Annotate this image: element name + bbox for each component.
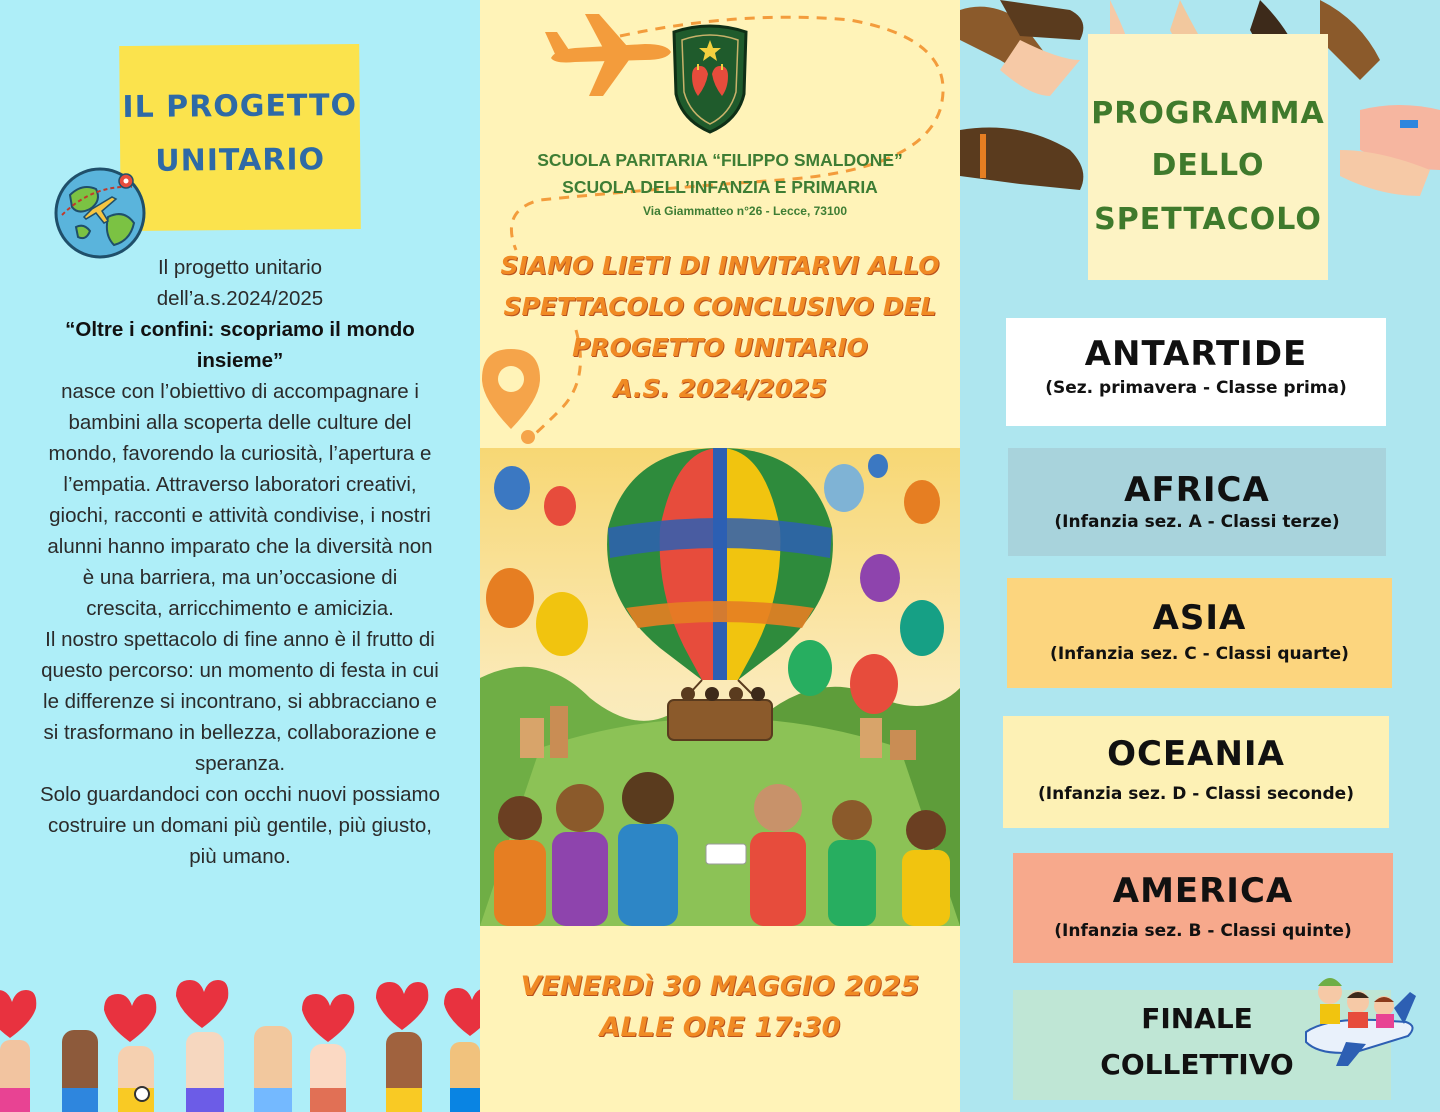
program-item-name: OCEANIA: [1107, 734, 1285, 774]
program-item-oceania: [1003, 716, 1389, 828]
finale-line2: COLLETTIVO: [1100, 1048, 1294, 1081]
kids-airplane-icon: [1296, 962, 1420, 1072]
program-item-classes: (Infanzia sez. C - Classi quarte): [1050, 644, 1349, 664]
invite-line-1: SIAMO LIETI DI INVITARVI ALLO: [500, 251, 940, 280]
program-title-line3: SPETTACOLO: [1094, 202, 1322, 237]
time-line: ALLE ORE 17:30: [599, 1012, 841, 1043]
program-title-line1: PROGRAMMA: [1091, 96, 1325, 131]
date-line: VENERDì 30 MAGGIO 2025: [520, 971, 920, 1002]
invite-line-2: SPETTACOLO CONCLUSIVO DEL: [503, 292, 937, 321]
text-line-1: Il progetto unitario: [157, 256, 323, 279]
text-line-2: dell’a.s.2024/2025: [156, 287, 324, 310]
project-paragraph: nasce con l’obiettivo di accompagnare i bambini alla scoperta delle culture del mondo, favorendo la curiosità, l’apertura e l’empatia. Attraverso laboratori creativi, giochi, racconti e attività condivise, i nostri alunni hanno imparato che la diversità non è una barriera, ma un’occasione di crescita, arricchimento e amicizia.: [47, 380, 433, 620]
project-title-note: [119, 44, 361, 231]
school-name: SCUOLA PARITARIA “FILIPPO SMALDONE”: [537, 150, 903, 170]
program-item-name: ANTARTIDE: [1084, 334, 1308, 374]
globe-icon: [52, 165, 152, 260]
program-item-classes: (Infanzia sez. A - Classi terze): [1054, 512, 1340, 532]
program-title-note: [1088, 34, 1328, 280]
hands-with-hearts-illustration: [0, 970, 480, 1112]
finale-line1: FINALE: [1141, 1002, 1253, 1035]
airplane-icon: [545, 10, 675, 100]
invite-line-4: A.S. 2024/2025: [613, 374, 827, 403]
invitation-text: [490, 245, 950, 409]
project-quote: “Oltre i confini: scopriamo il mondo insieme”: [65, 318, 415, 372]
program-item-name: AFRICA: [1124, 470, 1270, 510]
school-info: [480, 148, 960, 221]
program-item-asia: [1007, 578, 1392, 688]
program-item-name: ASIA: [1152, 598, 1247, 638]
school-type: SCUOLA DELL’INFANZIA E PRIMARIA: [562, 177, 878, 197]
project-title-line2: UNITARIO: [155, 142, 326, 179]
project-paragraph-3: Solo guardandoci con occhi nuovi possiamo costruire un domani più gentile, più giusto, più umano.: [40, 783, 441, 868]
program-item-name: AMERICA: [1112, 871, 1294, 911]
school-crest-logo: [668, 24, 752, 136]
hot-air-balloon-illustration: [480, 448, 960, 926]
invite-line-3: PROGETTO UNITARIO: [572, 333, 868, 362]
program-item-classes: (Infanzia sez. B - Classi quinte): [1054, 921, 1352, 941]
project-description: [40, 252, 440, 872]
location-pin-icon: [478, 345, 548, 445]
program-item-classes: (Sez. primavera - Classe prima): [1045, 378, 1347, 398]
program-item-classes: (Infanzia sez. D - Classi seconde): [1038, 784, 1354, 804]
project-paragraph-2: Il nostro spettacolo di fine anno è il frutto di questo percorso: un momento di festa in cui le differenze si incontrano, si abbracciano e si trasformano in bellezza, collaborazione e speranza.: [41, 628, 439, 775]
left-panel: [0, 0, 480, 1112]
program-item-africa: [1008, 448, 1386, 556]
project-title-line1: IL PROGETTO: [122, 87, 358, 126]
program-title-line2: DELLO: [1151, 148, 1265, 183]
program-item-antartide: [1006, 318, 1386, 426]
program-item-america: [1013, 853, 1393, 963]
school-address: Via Giammatteo n°26 - Lecce, 73100: [642, 204, 848, 218]
event-date: [480, 966, 960, 1048]
